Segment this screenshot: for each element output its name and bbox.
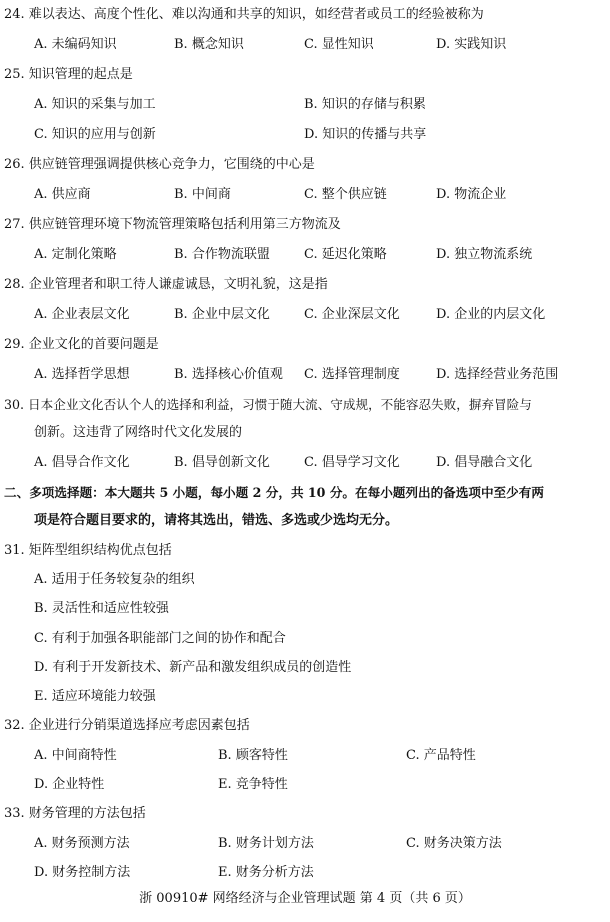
q28-option-a: A. 企业表层文化 [34, 307, 130, 322]
q24-option-d: D. 实践知识 [436, 37, 507, 52]
q26-option-b: B. 中间商 [174, 187, 231, 202]
q27-option-d: D. 独立物流系统 [436, 247, 533, 262]
q28-option-b: B. 企业中层文化 [174, 307, 270, 322]
q25-option-b: B. 知识的存储与积累 [304, 97, 426, 112]
q30-option-a: A. 倡导合作文化 [34, 455, 130, 470]
q33-option-a: A. 财务预测方法 [34, 836, 130, 851]
question-24-stem: 24. 难以表达、高度个性化、难以沟通和共享的知识，如经营者或员工的经验被称为 [4, 7, 484, 22]
question-30-stem-cont: 创新。这违背了网络时代文化发展的 [34, 425, 243, 440]
question-26-stem: 26. 供应链管理强调提供核心竞争力，它围绕的中心是 [4, 157, 315, 172]
q25-option-d: D. 知识的传播与共享 [304, 127, 427, 142]
q32-option-c: C. 产品特性 [406, 748, 476, 763]
q24-option-c: C. 显性知识 [304, 37, 374, 52]
q25-option-a: A. 知识的采集与加工 [34, 97, 156, 112]
q33-option-b: B. 财务计划方法 [218, 836, 314, 851]
q32-option-e: E. 竞争特性 [218, 777, 288, 792]
question-30-stem: 30. 日本企业文化否认个人的选择和利益，习惯于随大流、守成规，不能容忍失败，摒弃冒险与 [4, 397, 532, 412]
q31-option-a: A. 适用于任务较复杂的组织 [34, 572, 195, 587]
q33-option-d: D. 财务控制方法 [34, 865, 131, 880]
q30-option-b: B. 倡导创新文化 [174, 455, 270, 470]
q30-option-c: C. 倡导学习文化 [304, 455, 400, 470]
q32-option-d: D. 企业特性 [34, 777, 105, 792]
q31-option-b: B. 灵活性和适应性较强 [34, 601, 169, 616]
q31-option-c: C. 有利于加强各职能部门之间的协作和配合 [34, 631, 286, 646]
q27-option-a: A. 定制化策略 [34, 247, 117, 262]
q26-option-c: C. 整个供应链 [304, 187, 387, 202]
q33-option-e: E. 财务分析方法 [218, 865, 314, 880]
question-27-stem: 27. 供应链管理环境下物流管理策略包括利用第三方物流及 [4, 217, 341, 232]
page-footer: 浙 00910# 网络经济与企业管理试题 第 4 页（共 6 页） [139, 891, 471, 906]
q27-option-b: B. 合作物流联盟 [174, 247, 270, 262]
q28-option-c: C. 企业深层文化 [304, 307, 400, 322]
q24-option-b: B. 概念知识 [174, 37, 244, 52]
q29-option-b: B. 选择核心价值观 [174, 367, 283, 382]
q28-option-d: D. 企业的内层文化 [436, 307, 546, 322]
q31-option-e: E. 适应环境能力较强 [34, 689, 156, 704]
q33-option-c: C. 财务决策方法 [406, 836, 502, 851]
section2-heading: 二、多项选择题：本大题共 5 小题，每小题 2 分，共 10 分。在每小题列出的备选项中至少有两 [4, 485, 544, 500]
q29-option-a: A. 选择哲学思想 [34, 367, 130, 382]
q32-option-b: B. 顾客特性 [218, 748, 288, 763]
question-25-stem: 25. 知识管理的起点是 [4, 67, 133, 82]
q29-option-c: C. 选择管理制度 [304, 367, 400, 382]
question-32-stem: 32. 企业进行分销渠道选择应考虑因素包括 [4, 718, 250, 733]
question-31-stem: 31. 矩阵型组织结构优点包括 [4, 543, 172, 558]
q32-option-a: A. 中间商特性 [34, 748, 117, 763]
q24-option-a: A. 未编码知识 [34, 37, 117, 52]
section2-heading-cont: 项是符合题目要求的，请将其选出，错选、多选或少选均无分。 [34, 513, 399, 528]
q29-option-d: D. 选择经营业务范围 [436, 367, 559, 382]
q25-option-c: C. 知识的应用与创新 [34, 127, 156, 142]
q31-option-d: D. 有利于开发新技术、新产品和激发组织成员的创造性 [34, 660, 352, 675]
q30-option-d: D. 倡导融合文化 [436, 455, 533, 470]
q26-option-d: D. 物流企业 [436, 187, 507, 202]
question-33-stem: 33. 财务管理的方法包括 [4, 806, 146, 821]
question-29-stem: 29. 企业文化的首要问题是 [4, 337, 159, 352]
question-28-stem: 28. 企业管理者和职工待人谦虚诚恳，文明礼貌，这是指 [4, 277, 328, 292]
q26-option-a: A. 供应商 [34, 187, 91, 202]
q27-option-c: C. 延迟化策略 [304, 247, 387, 262]
